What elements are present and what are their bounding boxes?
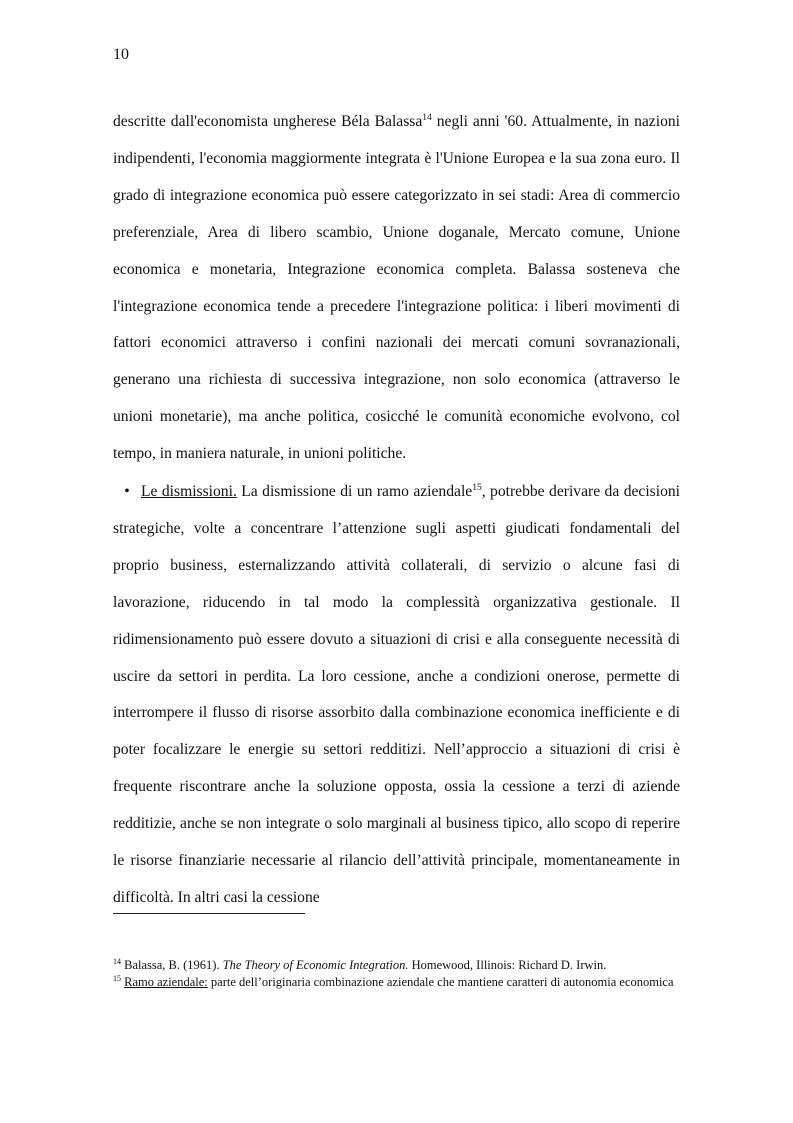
footnote-title: The Theory of Economic Integration. (222, 958, 409, 972)
paragraph-text: descritte dall'economista ungherese Béla Balassa (113, 113, 423, 130)
footnote-ref-15[interactable]: 15 (472, 482, 482, 493)
page-number: 10 (113, 46, 129, 63)
bullet-heading: Le dismissioni. (141, 483, 237, 500)
bullet-text: , potrebbe derivare da decisioni strategiche, volte a concentrare l’attenzione sugli aspetti giudicati fondamentali del proprio business, esternalizzando attività collaterali, di servizio o alcune fasi di lavorazione, riducendo in tal modo la complessità organizzativa gestionale. Il ridimensionamento può essere dovuto a situazioni di crisi e alla conseguente necessità di uscire da settori in perdita. La loro cessione, anche a condizioni onerose, permette di interrompere il flusso di risorse assorbito dalla combinazione economica inefficiente e di poter focalizzare le energie su settori redditizi. Nell’approccio a situazioni di crisi è frequente riscontrare anche la soluzione opposta, ossia la cessione a terzi di aziende redditizie, anche se non integrate o solo marginali al business tipico, allo scopo di reperire le risorse finanziarie necessarie al rilancio dell’attività principale, momentaneamente in difficoltà. In altri casi la cessione (113, 483, 681, 906)
footnote-text: parte dell’originaria combinazione aziendale che mantiene caratteri di autonomia economica (207, 975, 674, 989)
bullet-icon: • (124, 483, 130, 500)
paragraph-balassa (113, 104, 680, 473)
footnote-separator (113, 913, 305, 914)
footnote-number: 14 (113, 956, 121, 966)
footnote-text: Balassa, B. (1961). (121, 958, 223, 972)
footnote-15 (113, 975, 680, 990)
footnote-ref-14[interactable]: 14 (422, 112, 432, 123)
footnote-number: 15 (113, 973, 121, 983)
bullet-text: La dismissione di un ramo aziendale (236, 483, 473, 500)
footnote-term: Ramo aziendale: (124, 975, 208, 989)
footnotes (113, 958, 680, 992)
footnote-text: Homewood, Illinois: Richard D. Irwin. (408, 958, 607, 972)
bullet-dismissioni (113, 474, 680, 917)
paragraph-text: negli anni '60. Attualmente, in nazioni indipendenti, l'economia maggiormente integrata è l'Unione Europea e la sua zona euro. Il grado di integrazione economica può essere categorizzato in sei stadi: Area di commercio preferenziale, Area di libero scambio, Unione doganale, Mercato comune, Unione economica e monetaria, Integrazione economica completa. Balassa sosteneva che l'integrazione economica tende a precedere l'integrazione politica: i liberi movimenti di fattori economici attraverso i confini nazionali dei mercati comuni sovranazionali, generano una richiesta di successiva integrazione, non solo economica (attraverso le unioni monetarie), ma anche politica, cosicché le comunità economiche evolvono, col tempo, in maniera naturale, in unioni politiche. (113, 113, 680, 463)
footnote-14 (113, 958, 680, 973)
